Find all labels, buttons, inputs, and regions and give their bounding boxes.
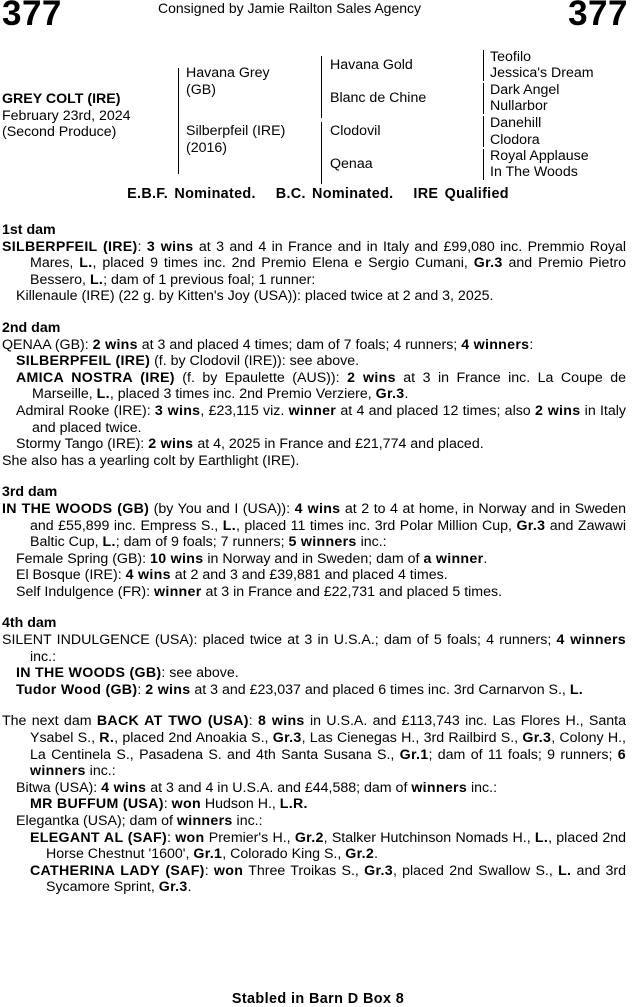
lot-number-right: 377 xyxy=(568,0,628,33)
dam-name: Silberpfeil (IRE) xyxy=(186,123,286,139)
grandparent: Havana Gold xyxy=(330,57,413,73)
nomination-ire: IRE Qualified xyxy=(413,186,509,202)
horse-name: CATHERINA LADY (SAF) xyxy=(30,862,205,879)
horse-name: IN THE WOODS (GB) xyxy=(16,665,162,682)
pedigree-sire xyxy=(186,65,270,98)
consignor: Consigned by Jamie Railton Sales Agency xyxy=(158,0,422,16)
pedigree-divider-2a xyxy=(321,56,322,118)
horse-name: ELEGANT AL (SAF) xyxy=(30,829,168,846)
dam-year: (2016) xyxy=(186,139,228,156)
great-grandparent: Teofilo xyxy=(490,49,532,65)
produce-entry: IN THE WOODS (GB): see above. xyxy=(16,665,239,682)
horse-name: SILBERPFEIL (IRE) xyxy=(16,353,151,370)
great-grandparent: Royal Applause xyxy=(490,148,589,164)
nominations xyxy=(0,186,636,203)
horse-name: IN THE WOODS (GB) xyxy=(2,500,150,517)
great-grandparent: Dark Angel xyxy=(490,82,560,98)
great-grandparent: Danehill xyxy=(490,115,542,131)
produce-entry: CATHERINA LADY (SAF): won Three Troikas S., Gr.3, placed 2nd Swallow S., L. and 3rd Sycamore Sprint, Gr.3. xyxy=(30,862,627,896)
horse-name: GREY COLT (IRE) xyxy=(2,91,121,107)
nomination-ebf: E.B.F. Nominated. xyxy=(127,186,256,202)
horse-foaled: February 23rd, 2024 xyxy=(2,107,131,124)
produce-entry: Bitwa (USA): 4 wins at 3 and 4 in U.S.A. and £44,588; dam of winners inc.: xyxy=(16,779,498,796)
pedigree-divider-1 xyxy=(178,68,179,174)
catalogue-body xyxy=(2,222,626,896)
great-grandparent: Clodora xyxy=(490,132,540,148)
produce-entry: SILBERPFEIL (IRE) (f. by Clodovil (IRE)): see above. xyxy=(16,353,360,370)
great-grandparent: Jessica's Dream xyxy=(490,65,594,81)
horse-name: SILBERPFEIL (IRE) xyxy=(2,238,138,255)
produce-entry: El Bosque (IRE): 4 wins at 2 and 3 and £39,881 and placed 4 times. xyxy=(16,567,448,584)
horse-name: Tudor Wood (GB) xyxy=(16,681,138,698)
note-entry: She also has a yearling colt by Earthlight (IRE). xyxy=(2,452,300,469)
next-dam-entry: The next dam BACK AT TWO (USA): 8 wins in U.S.A. and £113,743 inc. Las Flores H., Santa Ysabel S., R., placed 2nd Anoakia S., Gr.3, Las Cienegas H., 3rd Railbird S., Gr.3, Colony H., La Centinela S., Pasadena S. and 4th Santa Susana S., Gr.1; dam of 11 foals; 9 runners; 6 winners inc.: xyxy=(2,713,626,780)
section-heading-1st-dam: 1st dam xyxy=(2,222,56,238)
section-heading-4th-dam: 4th dam xyxy=(2,615,57,632)
grandparent: Clodovil xyxy=(330,123,381,139)
produce-entry: Elegantka (USA); dam of winners inc.: xyxy=(16,813,263,829)
nomination-bc: B.C. Nominated. xyxy=(275,186,394,202)
produce-entry: ELEGANT AL (SAF): won Premier's H., Gr.2, Stalker Hutchinson Nomads H., L., placed 2nd Horse Chestnut '1600', Gr.1, Colorado King S., Gr.2. xyxy=(30,829,627,863)
sire-suffix: (GB) xyxy=(186,81,216,98)
grandparent: Blanc de Chine xyxy=(330,90,427,106)
produce-entry: Killenaule (IRE) (22 g. by Kitten's Joy (USA)): placed twice at 2 and 3, 2025. xyxy=(16,288,494,305)
horse-name: BACK AT TWO (USA) xyxy=(96,713,249,730)
dam-entry: IN THE WOODS (GB) (by You and I (USA)): 4 wins at 2 to 4 at home, in Norway and in Sweden and £55,899 inc. Empress S., L., placed 11 times inc. 3rd Polar Million Cup, Gr.3 and Zawawi Baltic Cup, L.; dam of 9 foals; 7 runners; 5 winners inc.: xyxy=(2,500,627,551)
pedigree-divider-3c xyxy=(483,116,484,147)
pedigree-dam xyxy=(186,123,285,156)
grandparent: Qenaa xyxy=(330,156,373,172)
produce-entry: Admiral Rooke (IRE): 3 wins, £23,115 viz. winner at 4 and placed 12 times; also 2 wins in Italy and placed twice. xyxy=(16,402,626,436)
produce-entry: AMICA NOSTRA (IRE) (f. by Epaulette (AUS)): 2 wins at 3 in France inc. La Coupe de Marseille, L., placed 3 times inc. 2nd Premio Verziere, Gr.3. xyxy=(16,369,627,403)
pedigree-divider-2b xyxy=(321,122,322,184)
produce-entry: Female Spring (GB): 10 wins in Norway and in Sweden; dam of a winner. xyxy=(16,550,488,567)
produce-entry: MR BUFFUM (USA): won Hudson H., L.R. xyxy=(30,796,308,813)
produce-entry: Stormy Tango (IRE): 2 wins at 4, 2025 in France and £21,774 and placed. xyxy=(16,436,484,453)
horse-name: AMICA NOSTRA (IRE) xyxy=(16,369,175,386)
horse-details xyxy=(2,91,131,141)
stabling-footer: Stabled in Barn D Box 8 xyxy=(231,991,405,1007)
section-heading-3rd-dam: 3rd dam xyxy=(2,484,58,501)
great-grandparent: In The Woods xyxy=(490,164,578,180)
sire-name: Havana Grey xyxy=(186,65,270,81)
produce-entry: Self Indulgence (FR): winner at 3 in France and £22,731 and placed 5 times. xyxy=(16,583,503,600)
dam-entry: SILBERPFEIL (IRE): 3 wins at 3 and 4 in France and in Italy and £99,080 inc. Premmio Royal Mares, L., placed 9 times inc. 2nd Premio Elena e Sergio Cumani, Gr.3 and Premio Pietro Bessero, L.; dam of 1 previous foal; 1 runner: xyxy=(2,238,627,288)
pedigree-divider-3d xyxy=(483,149,484,180)
horse-produce: (Second Produce) xyxy=(2,124,117,141)
dam-entry: SILENT INDULGENCE (USA): placed twice at 3 in U.S.A.; dam of 5 foals; 4 runners; 4 winners inc.: xyxy=(2,632,626,665)
dam-entry: QENAA (GB): 2 wins at 3 and placed 4 times; dam of 7 foals; 4 runners; 4 winners: xyxy=(2,336,534,353)
pedigree-divider-3b xyxy=(483,83,484,114)
horse-name: MR BUFFUM (USA) xyxy=(30,796,164,813)
great-grandparent: Nullarbor xyxy=(490,98,548,114)
lot-number-left: 377 xyxy=(2,0,62,33)
produce-entry: Tudor Wood (GB): 2 wins at 3 and £23,037 and placed 6 times inc. 3rd Carnarvon S., L. xyxy=(16,681,584,698)
pedigree-divider-3a xyxy=(483,50,484,81)
section-heading-2nd-dam: 2nd dam xyxy=(2,319,61,336)
